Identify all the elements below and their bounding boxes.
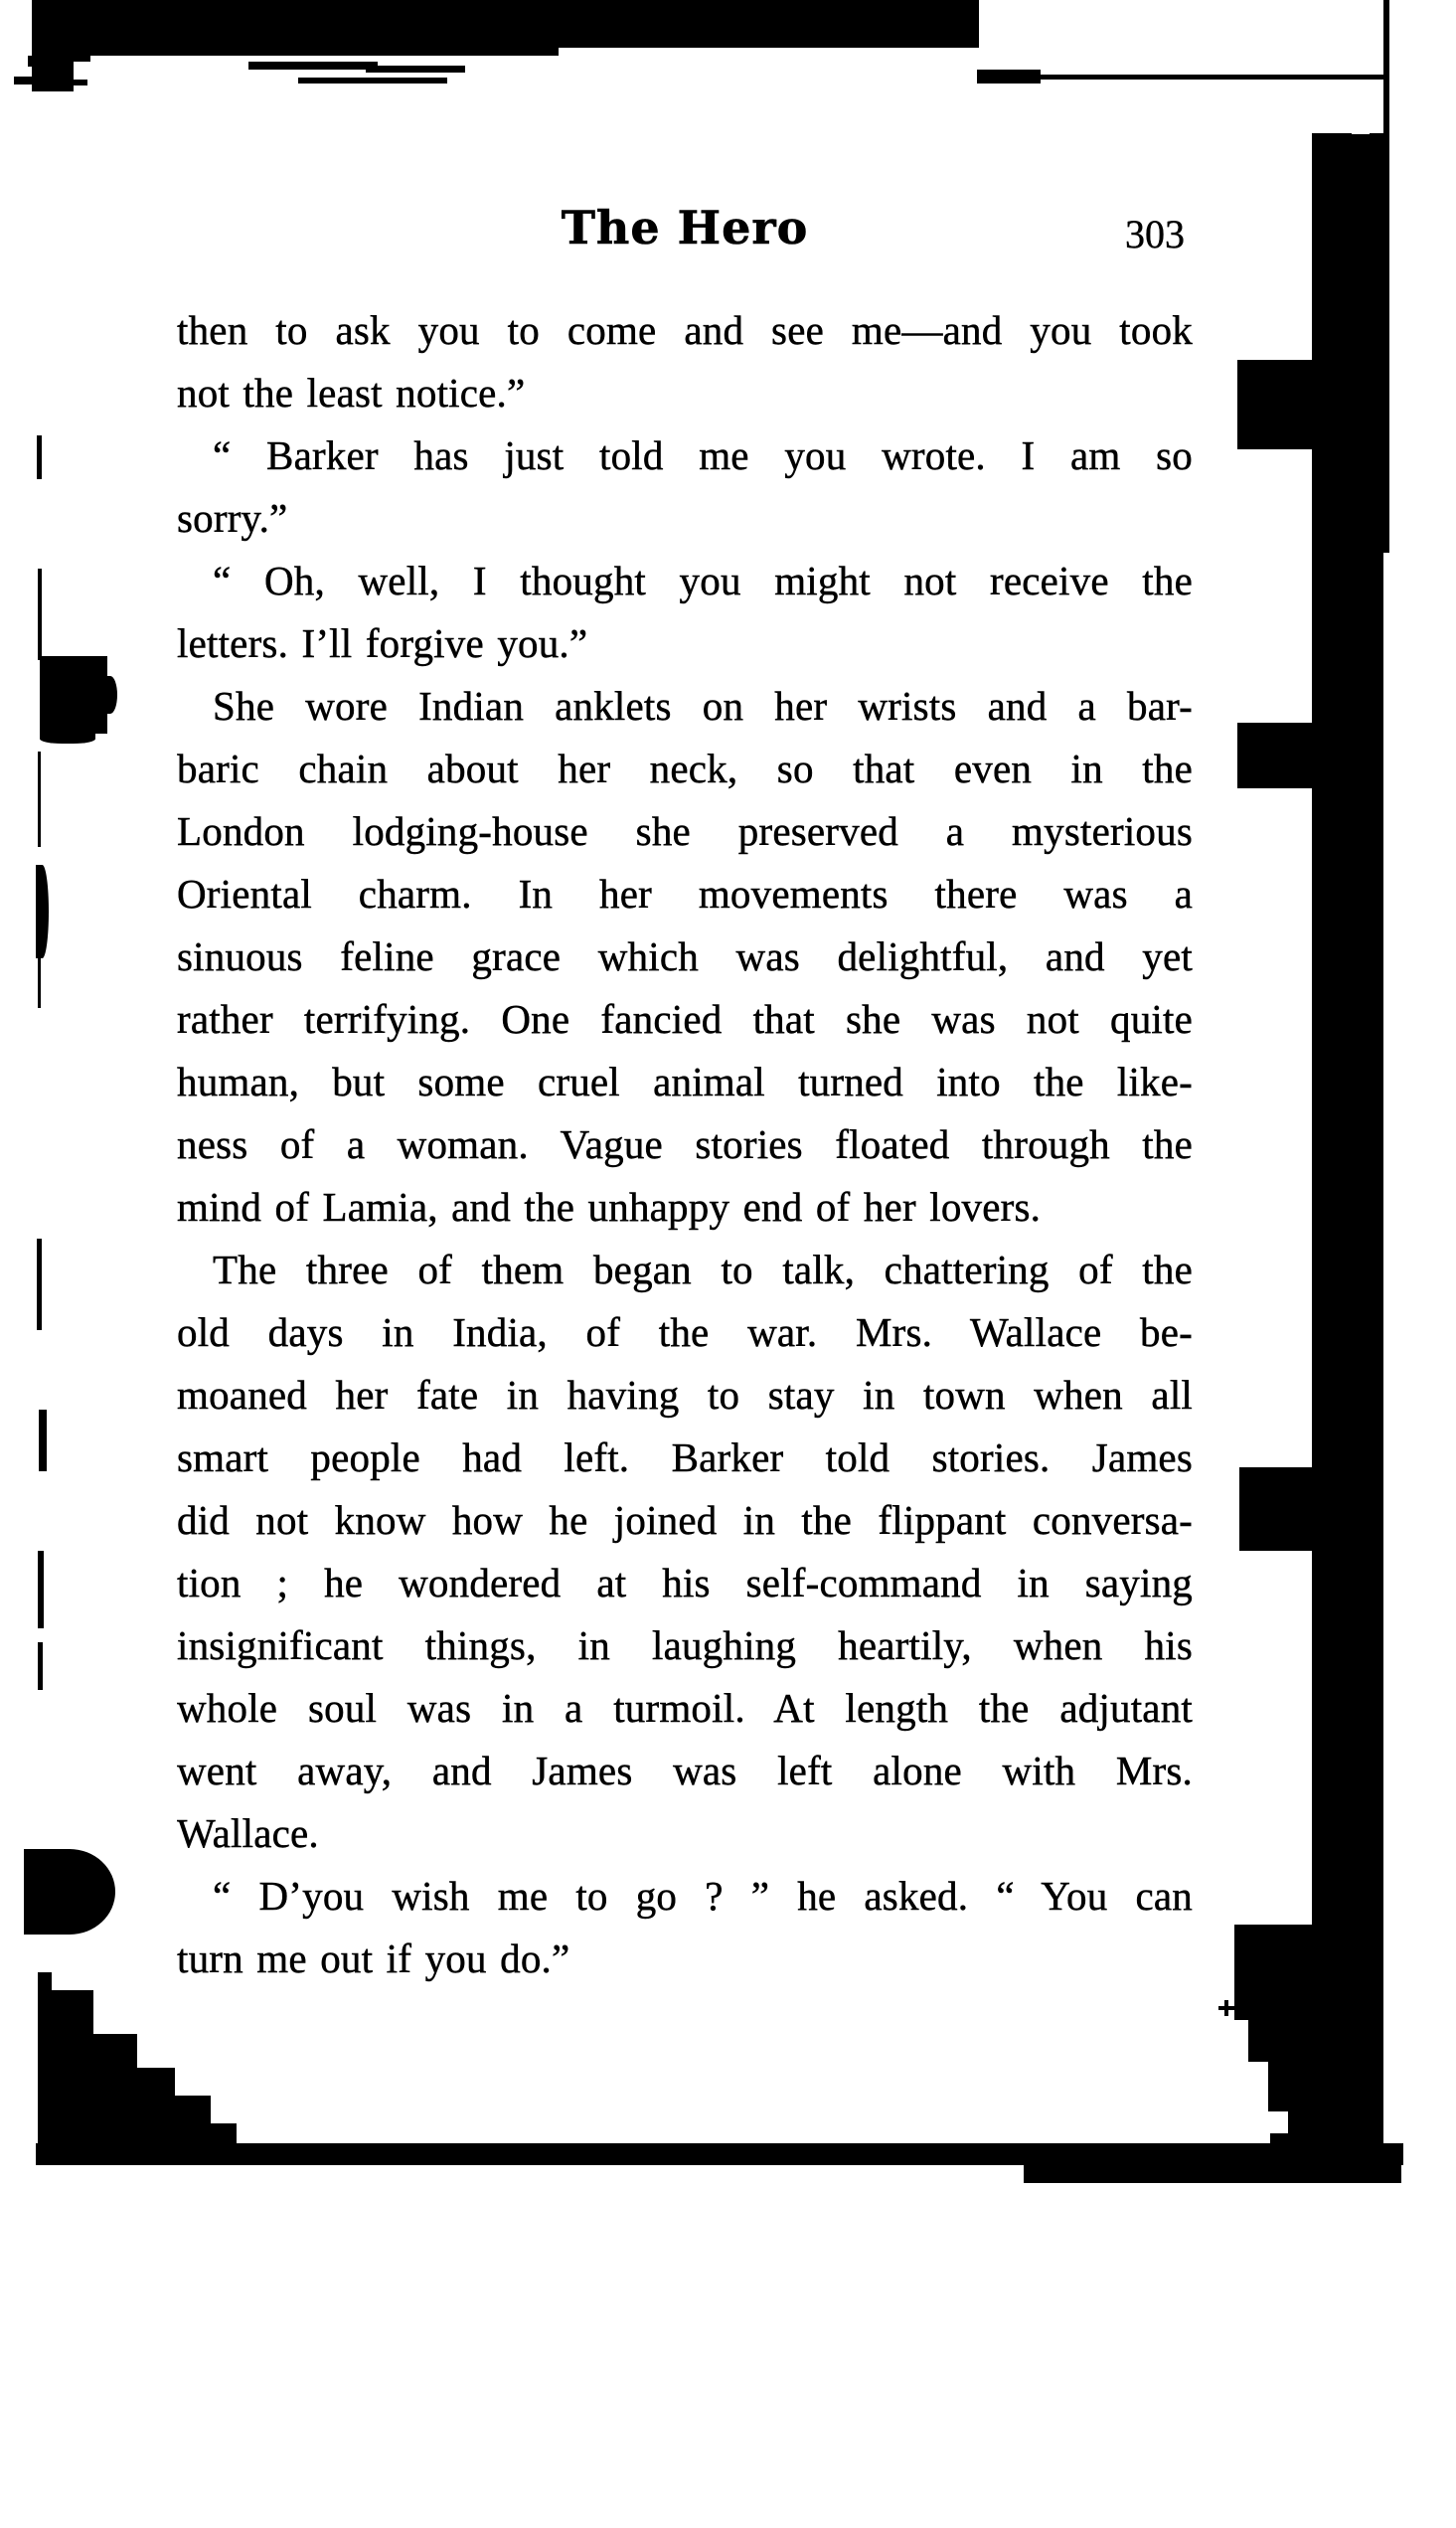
text-line-16: The three of them began to talk, chattering of the [213, 1247, 1193, 1292]
scan-artifact-top-rule-blob [977, 70, 1041, 84]
scan-artifact-top-wave-1 [248, 62, 378, 70]
text-line-10: Oriental charm. In her movements there was a [177, 871, 1193, 917]
scan-artifact-dash-1 [28, 56, 58, 67]
scan-artifact-top-wave-2 [366, 66, 465, 73]
scan-artifact-right-step-2 [1268, 2058, 1314, 2111]
scan-artifact-gutter-blob-2 [36, 865, 49, 958]
scan-artifact-wedge-6 [207, 2123, 237, 2147]
scan-artifact-right-step-1 [1248, 2016, 1314, 2062]
text-line-27: turn me out if you do.” [177, 1936, 570, 1981]
text-line-24: went away, and James was left alone with Mrs. [177, 1748, 1193, 1793]
scan-artifact-wedge-3 [91, 2034, 137, 2147]
scan-artifact-wedge-2 [50, 1990, 93, 2147]
text-line-21: tion ; he wondered at his self-command in saying [177, 1560, 1193, 1605]
scan-artifact-gutter-blob-1b [103, 676, 117, 714]
scan-artifact-dash-4 [68, 80, 87, 85]
scan-artifact-right-column [1312, 133, 1383, 2153]
text-line-4: sorry.” [177, 495, 288, 541]
scan-artifact-gutter-line-2 [38, 752, 41, 847]
scan-artifact-right-bump-4 [1234, 1925, 1314, 2020]
text-line-14: ness of a woman. Vague stories floated through the [177, 1121, 1193, 1167]
scan-artifact-bottom-band-right [1024, 2143, 1401, 2183]
text-line-8: baric chain about her neck, so that even in the [177, 746, 1193, 791]
scan-artifact-gutter-tick-1 [37, 435, 42, 479]
text-line-18: moaned her fate in having to stay in town when all [177, 1372, 1193, 1418]
page-number: 303 [1125, 212, 1185, 256]
text-line-12: rather terrifying. One fancied that she was not quite [177, 996, 1193, 1042]
scan-artifact-dash-3 [14, 77, 62, 84]
text-line-26: “ D’you wish me to go ? ” he asked. “ You can [213, 1873, 1193, 1919]
page-title: The Hero [561, 201, 809, 254]
scan-artifact-top-band-lip [32, 44, 559, 56]
text-line-7: She wore Indian anklets on her wrists and a bar- [213, 683, 1193, 729]
scan-artifact-gutter-blob-3 [24, 1849, 115, 1935]
text-line-6: letters. I’ll forgive you.” [177, 620, 588, 666]
plus-mark [1218, 2000, 1234, 2016]
text-line-3: “ Barker has just told me you wrote. I am so [213, 432, 1193, 478]
scan-artifact-gutter-line-1 [38, 569, 42, 660]
scan-artifact-bottom-bump [1270, 2133, 1294, 2145]
scan-artifact-dash-2 [63, 54, 90, 62]
scan-artifact-gutter-tick-2 [39, 1410, 47, 1471]
text-line-17: old days in India, of the war. Mrs. Wallace be- [177, 1309, 1193, 1355]
scan-artifact-wedge-4 [135, 2068, 175, 2147]
text-line-13: human, but some cruel animal turned into the like- [177, 1059, 1193, 1104]
scan-artifact-right-bump-1 [1237, 360, 1314, 449]
scan-artifact-wedge-5 [173, 2096, 211, 2147]
scan-artifact-gutter-blob-1c [40, 732, 95, 744]
scan-artifact-gutter-tick-3 [38, 1551, 44, 1628]
scan-artifact-gutter-line-4 [37, 1239, 42, 1330]
text-line-23: whole soul was in a turmoil. At length the adjutant [177, 1685, 1193, 1731]
body-text-block [177, 299, 1193, 1990]
text-line-5: “ Oh, well, I thought you might not receive the [213, 558, 1193, 603]
scan-artifact-gutter-blob-1a [40, 656, 107, 734]
scan-artifact-top-band [32, 0, 979, 48]
scan-artifact-right-bump-2 [1237, 723, 1314, 788]
scan-artifact-right-notch [1352, 119, 1370, 134]
scan-artifact-gutter-line-3 [38, 956, 41, 1008]
scan-artifact-right-bump-3 [1239, 1467, 1314, 1551]
text-line-22: insignificant things, in laughing heartily, when his [177, 1622, 1193, 1668]
running-head [177, 201, 1193, 264]
text-line-15: mind of Lamia, and the unhappy end of her lovers. [177, 1184, 1042, 1230]
text-line-2: not the least notice.” [177, 370, 526, 416]
scan-artifact-gutter-tick-4 [38, 1642, 43, 1690]
text-line-11: sinuous feline grace which was delightful, and yet [177, 933, 1193, 979]
text-line-1: then to ask you to come and see me—and you took [177, 307, 1193, 353]
text-line-9: London lodging-house she preserved a mysterious [177, 808, 1193, 854]
scan-artifact-right-line [1383, 0, 1389, 553]
text-line-20: did not know how he joined in the flippant conversa- [177, 1497, 1193, 1543]
scan-artifact-top-wave-3 [298, 78, 447, 84]
text-line-19: smart people had left. Barker told stories. James [177, 1434, 1193, 1480]
text-line-25: Wallace. [177, 1810, 319, 1856]
